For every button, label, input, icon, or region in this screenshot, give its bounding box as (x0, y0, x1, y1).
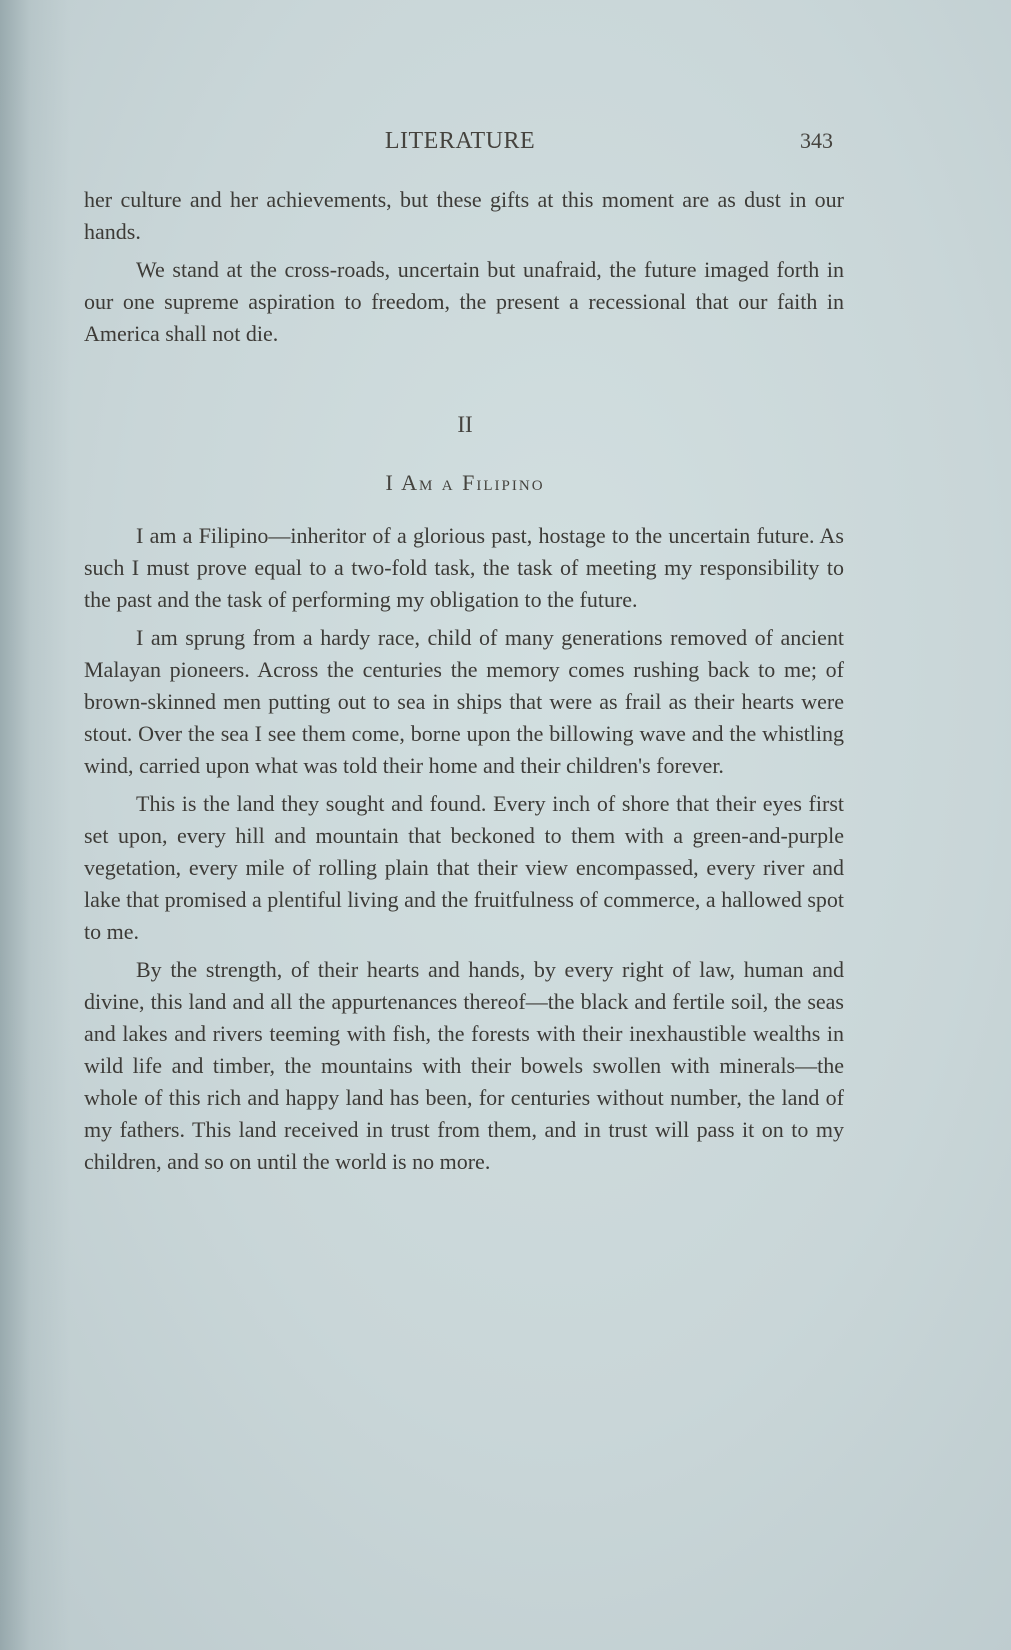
running-title: LITERATURE (384, 128, 536, 154)
continued-text (84, 184, 844, 356)
section-title: I Am a Filipino (385, 470, 545, 495)
paragraph-land-sought: This is the land they sought and found. Every inch of shore that their eyes first set upon, every hill and mountain that beckoned to them with a green-and-purple vegetation, every mile of rolling plain that their view encompassed, every river and lake that promised a plentiful living and the fruitfulness of commerce, a hallowed spot to me. (84, 791, 845, 944)
section-number: II (457, 412, 473, 437)
paragraph-crossroads: We stand at the cross-roads, uncertain but unafraid, the future imaged forth in our one supreme aspiration to freedom, the present a recessional that our faith in America shall not die. (84, 257, 844, 346)
paragraph-inheritor: I am a Filipino—inheritor of a glorious past, hostage to the uncertain future. As such I must prove equal to a two-fold task, the task of meeting my responsibility to the past and the task of performing my obligation to the future. (84, 523, 844, 612)
page-number: 343 (800, 128, 833, 153)
paragraph-hardy-race: I am sprung from a hardy race, child of many generations removed of ancient Malayan pioneers. Across the centuries the memory comes rushing back to me; of brown-skinned men putting out to sea in ships that were as frail as their hearts were stout. Over the sea I see them come, borne upon the billowing wave and the whistling wind, carried upon what was told their home and their children's forever. (84, 625, 844, 778)
running-head (0, 128, 1011, 164)
section-text (84, 520, 844, 1184)
paragraph-continued: her culture and her achievements, but these gifts at this moment are as dust in our hands. (84, 187, 844, 244)
paragraph-land-of-fathers: By the strength, of their hearts and hands, by every right of law, human and divine, this land and all the appurtenances thereof—the black and fertile soil, the seas and lakes and rivers teeming with fish, the forests with their inexhaustible wealths in wild life and timber, the mountains with their bowels swollen with minerals—the whole of this rich and happy land has been, for centuries without number, the land of my fathers. This land received in trust from them, and in trust will pass it on to my children, and so on until the world is no more. (84, 957, 844, 1174)
